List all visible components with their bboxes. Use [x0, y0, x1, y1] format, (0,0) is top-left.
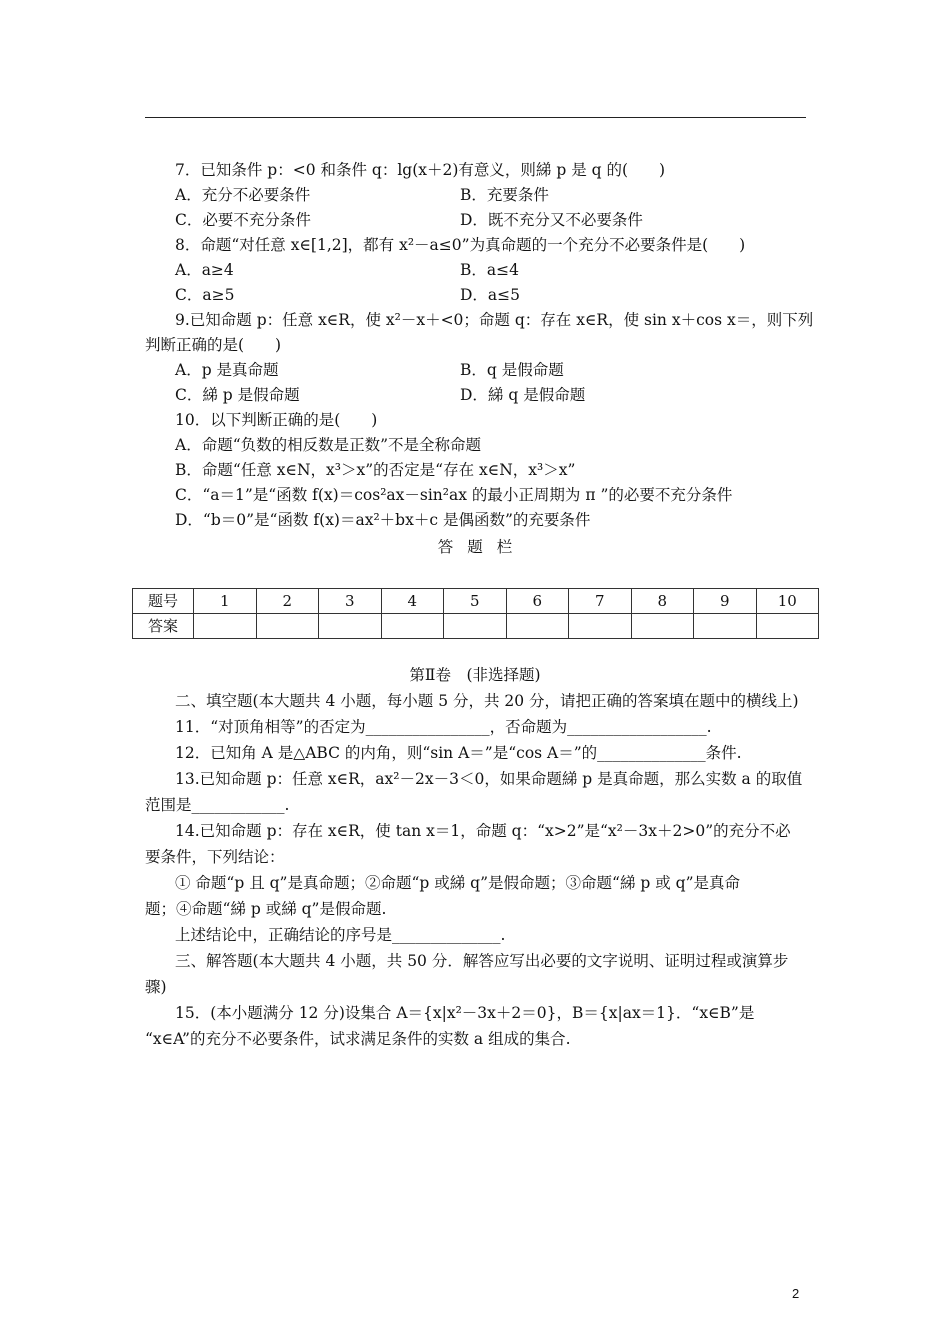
answer-cell — [381, 614, 444, 639]
q8-option-d: D．a≤5 — [460, 286, 521, 304]
q8-stem: 8．命题“对任意 x∈[1,2]，都有 x²－a≤0”为真命题的一个充分不必要条件是( ) — [175, 236, 746, 254]
q9-option-a: A．p 是真命题 — [175, 361, 279, 379]
q15-line1: 15．(本小题满分 12 分)设集合 A＝{x|x²－3x＋2＝0}，B＝{x|ax＝1}．“x∈B”是 — [175, 1004, 755, 1022]
answer-cell — [506, 614, 569, 639]
header-rule — [145, 117, 806, 118]
question-number-cell: 9 — [694, 589, 757, 614]
q14-line5: 上述结论中，正确结论的序号是______________. — [175, 926, 506, 944]
q15-line2: “x∈A”的充分不必要条件，试求满足条件的实数 a 组成的集合. — [145, 1030, 571, 1048]
answer-table — [132, 588, 819, 639]
answer-table-row-head: 题号 — [133, 589, 194, 614]
answer-table-answer-row — [133, 614, 819, 639]
q10-option-c: C．“a＝1”是“函数 f(x)＝cos²ax－sin²ax 的最小正周期为 π ”的必要不充分条件 — [175, 486, 733, 504]
question-number-cell: 4 — [381, 589, 444, 614]
question-number-cell: 1 — [194, 589, 257, 614]
answer-cell — [194, 614, 257, 639]
answer-cell — [631, 614, 694, 639]
q8-option-b: B．a≤4 — [460, 261, 519, 279]
question-number-cell: 8 — [631, 589, 694, 614]
q7-option-d: D．既不充分又不必要条件 — [460, 211, 643, 229]
question-number-cell: 10 — [756, 589, 819, 614]
q13-line2: 范围是____________. — [145, 796, 290, 814]
question-number-cell: 7 — [569, 589, 632, 614]
answer-table-number-row — [133, 589, 819, 614]
q7-option-c: C．必要不充分条件 — [175, 211, 311, 229]
answer-table-row-head: 答案 — [133, 614, 194, 639]
solve-header-line1: 三、解答题(本大题共 4 小题，共 50 分．解答应写出必要的文字说明、证明过程或演算步 — [175, 952, 789, 970]
q12: 12．已知角 A 是△ABC 的内角，则“sin A＝”是“cos A＝”的______________条件. — [175, 744, 742, 762]
question-number-cell: 6 — [506, 589, 569, 614]
answer-cell — [569, 614, 632, 639]
q14-line1: 14.已知命题 p：存在 x∈R，使 tan x＝1，命题 q：“x>2”是“x²－3x＋2>0”的充分不必 — [175, 822, 791, 840]
q7-option-b: B．充要条件 — [460, 186, 549, 204]
answer-cell — [444, 614, 507, 639]
q9-stem-line1: 9.已知命题 p：任意 x∈R，使 x²－x＋<0；命题 q：存在 x∈R，使 sin x＋cos x＝，则下列 — [175, 311, 814, 329]
q10-stem: 10．以下判断正确的是( ) — [175, 411, 378, 429]
answer-cell — [756, 614, 819, 639]
q7-option-a: A．充分不必要条件 — [175, 186, 311, 204]
q10-option-a: A．命题“负数的相反数是正数”不是全称命题 — [175, 436, 482, 454]
q9-stem-line2: 判断正确的是( ) — [145, 336, 282, 354]
answer-cell — [256, 614, 319, 639]
q11: 11．“对顶角相等”的否定为________________，否命题为__________________. — [175, 718, 712, 736]
q7-stem: 7．已知条件 p：<0 和条件 q：lg(x＋2)有意义，则綈 p 是 q 的( ) — [175, 161, 666, 179]
solve-header-line2: 骤) — [145, 978, 167, 996]
q10-option-d: D．“b＝0”是“函数 f(x)＝ax²＋bx＋c 是偶函数”的充要条件 — [175, 511, 591, 529]
answer-cell — [694, 614, 757, 639]
question-number-cell: 5 — [444, 589, 507, 614]
q14-line2: 要条件，下列结论： — [145, 848, 285, 866]
q9-option-b: B．q 是假命题 — [460, 361, 564, 379]
question-number-cell: 2 — [256, 589, 319, 614]
question-number-cell: 3 — [319, 589, 382, 614]
answer-bar-title: 答题栏 — [437, 538, 527, 556]
page-number: 2 — [792, 1286, 800, 1301]
answer-cell — [319, 614, 382, 639]
q10-option-b: B．命题“任意 x∈N，x³＞x”的否定是“存在 x∈N，x³＞x” — [175, 461, 576, 479]
fill-in-header: 二、填空题(本大题共 4 小题，每小题 5 分，共 20 分，请把正确的答案填在题中的横线上) — [175, 692, 799, 710]
q9-option-c: C．綈 p 是假命题 — [175, 386, 300, 404]
q14-line3: ① 命题“p 且 q”是真命题；②命题“p 或綈 q”是假命题；③命题“綈 p 或 q”是真命 — [175, 874, 740, 892]
q9-option-d: D．綈 q 是假命题 — [460, 386, 586, 404]
q8-option-a: A．a≥4 — [175, 261, 234, 279]
q13-line1: 13.已知命题 p：任意 x∈R，ax²－2x－3＜0，如果命题綈 p 是真命题，那么实数 a 的取值 — [175, 770, 803, 788]
q8-option-c: C．a≥5 — [175, 286, 235, 304]
part2-title: 第Ⅱ卷 (非选择题) — [409, 666, 541, 684]
q14-line4: 题；④命题“綈 p 或綈 q”是假命题. — [145, 900, 387, 918]
